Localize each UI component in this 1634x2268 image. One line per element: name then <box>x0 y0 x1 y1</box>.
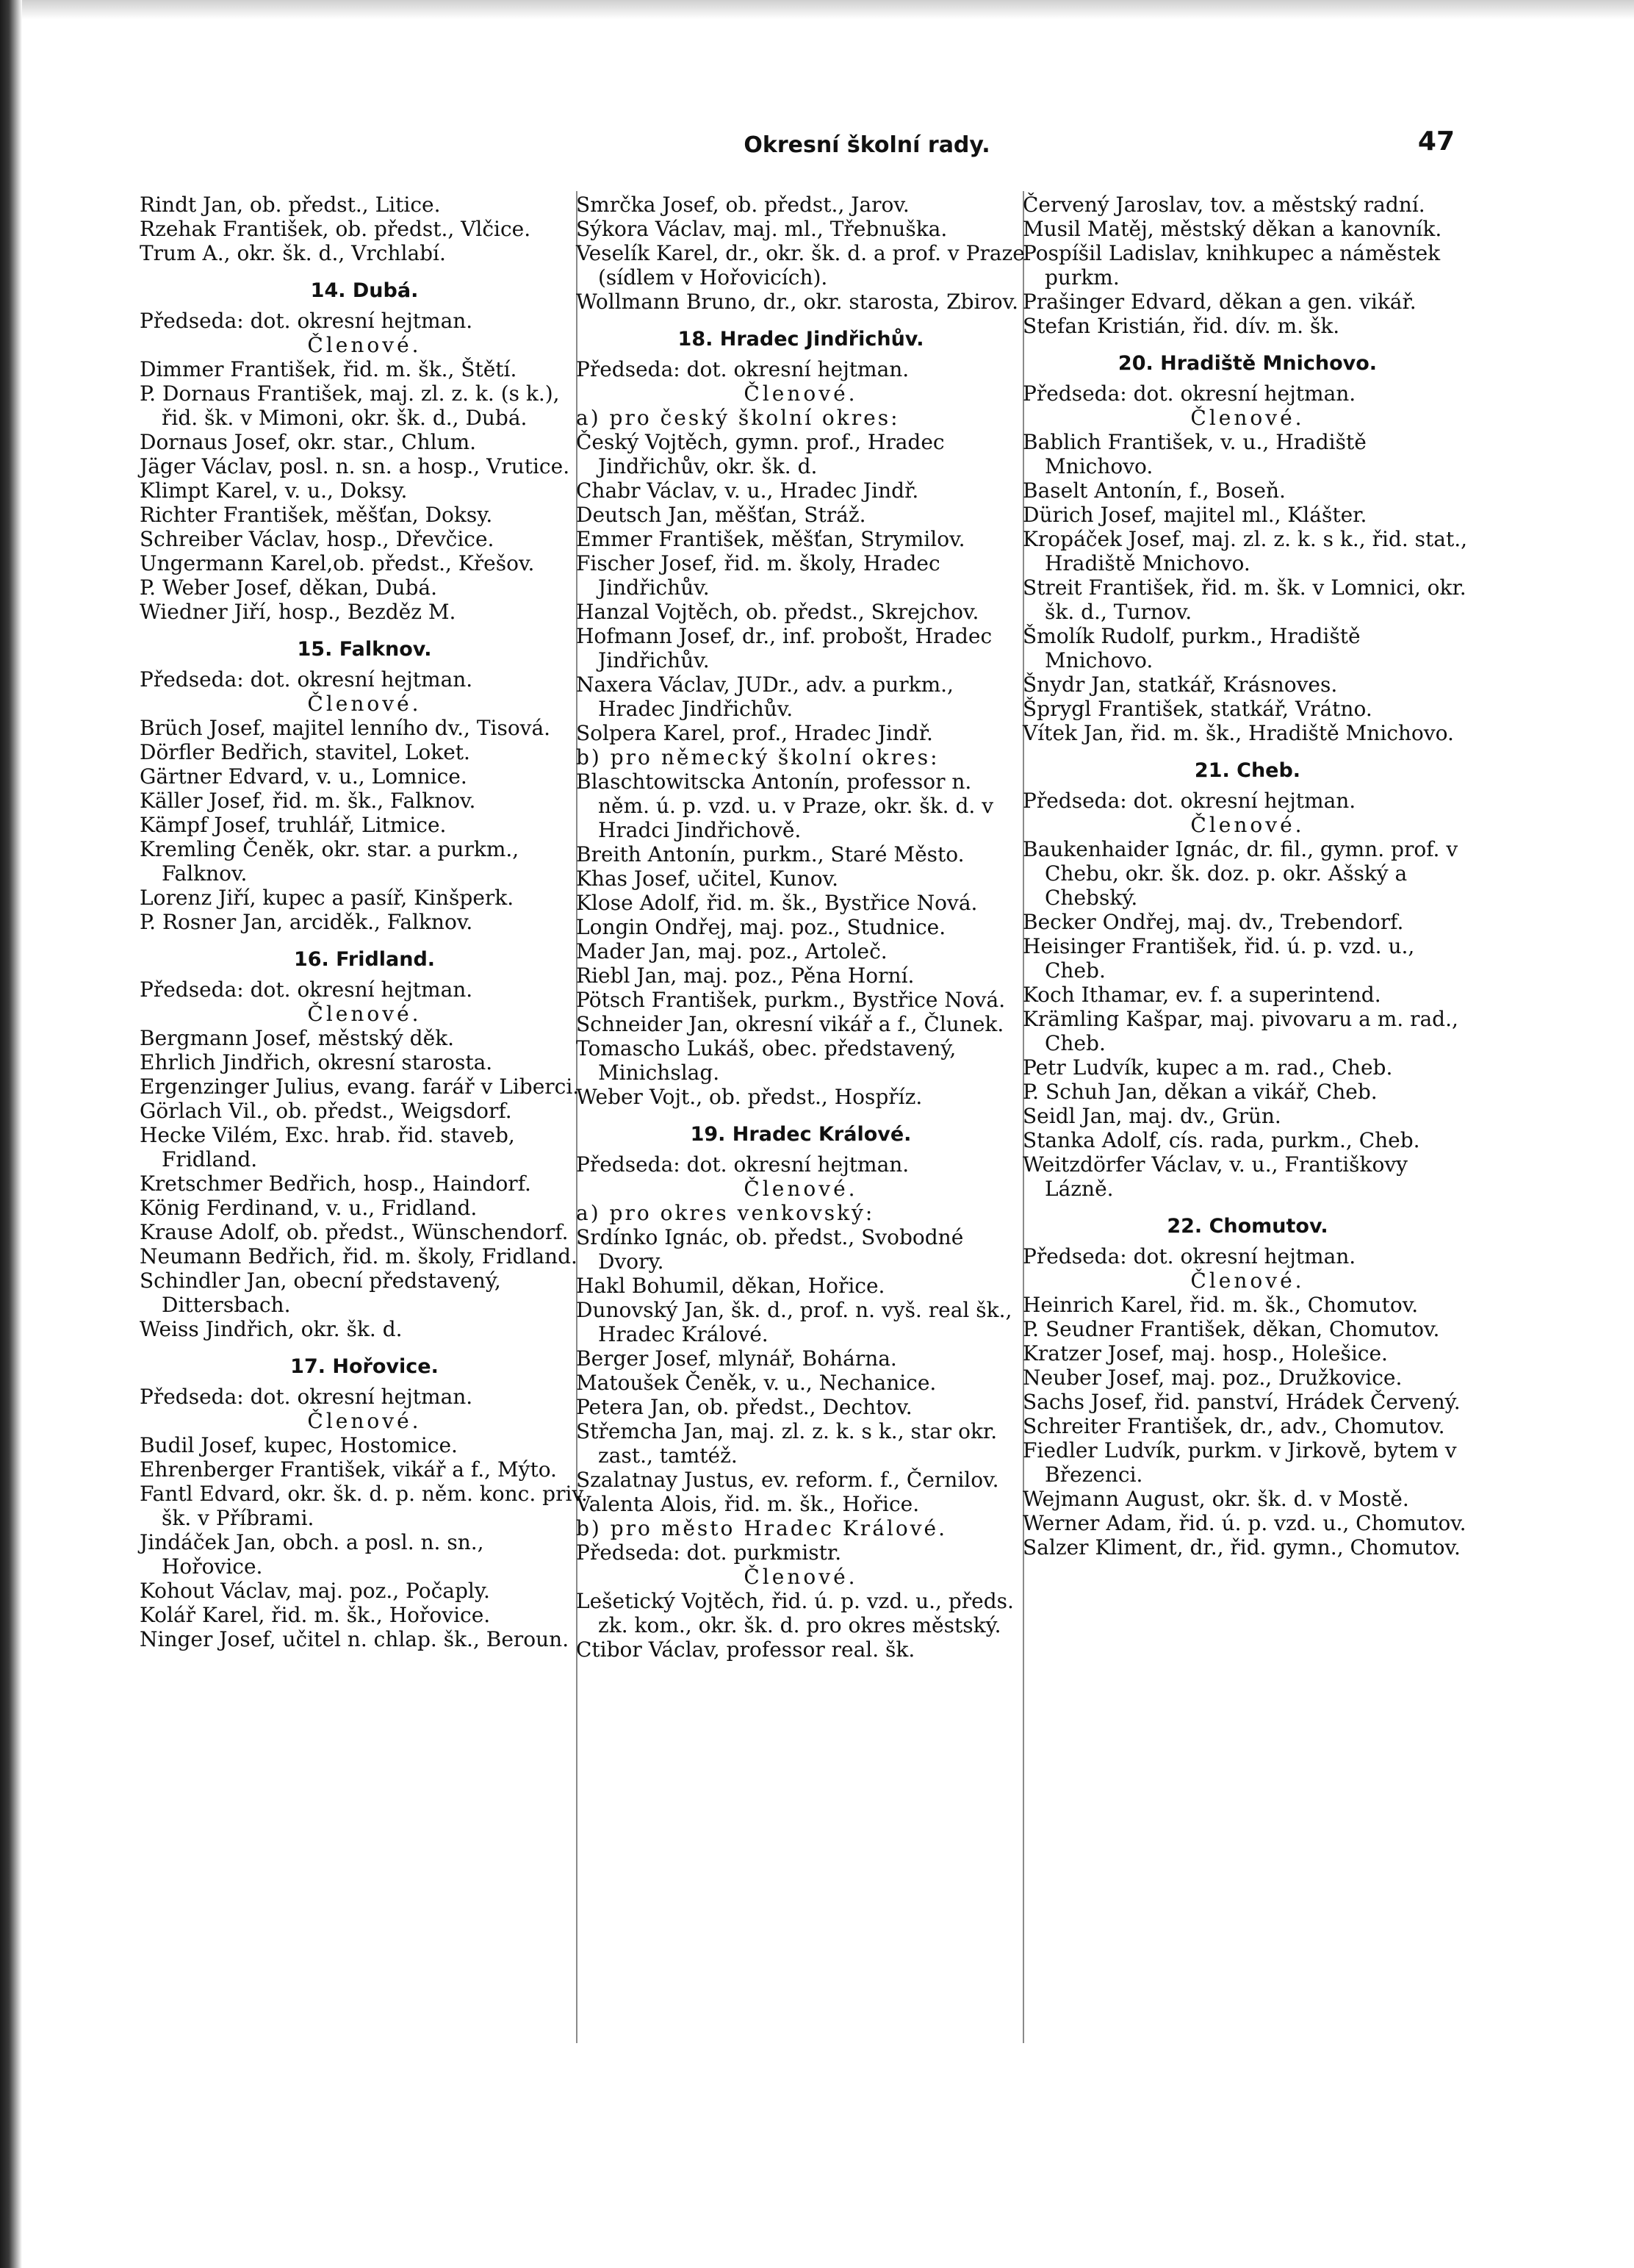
member-entry: Naxera Václav, JUDr., adv. a purkm., Hradec Jindřichův. <box>576 672 954 721</box>
member-entry: Richter František, měšťan, Doksy. <box>140 503 493 527</box>
member-entry: Hanzal Vojtěch, ob. předst., Skrejchov. <box>576 600 979 624</box>
member-entry: Ctibor Václav, professor real. šk. <box>576 1637 915 1662</box>
member-entry: Werner Adam, řid. ú. p. vzd. u., Chomutov. <box>1023 1511 1466 1535</box>
chairman-line: Předseda: dot. okresní hejtman. <box>1023 381 1356 406</box>
member-entry: Budil Josef, kupec, Hostomice. <box>140 1433 458 1457</box>
member-entry: Seidl Jan, maj. dv., Grün. <box>1023 1104 1281 1128</box>
member-entry: Riebl Jan, maj. poz., Pěna Horní. <box>576 963 915 988</box>
member-entry: Ninger Josef, učitel n. chlap. šk., Beroun. <box>140 1627 569 1651</box>
member-entry: Kolář Karel, řid. m. šk., Hořovice. <box>140 1603 491 1627</box>
subsection-label: a) pro okres venkovský: <box>576 1201 875 1225</box>
member-entry: Ehrlich Jindřich, okresní starosta. <box>140 1050 493 1074</box>
text-column-2 <box>576 193 1026 1662</box>
member-entry: Wollmann Bruno, dr., okr. starosta, Zbirov. <box>576 290 1019 314</box>
chairman-line: Předseda: dot. okresní hejtman. <box>1023 789 1356 813</box>
member-entry: Dörfler Bedřich, stavitel, Loket. <box>140 740 470 764</box>
member-entry: Tomascho Lukáš, obec. představený, Minichslag. <box>576 1036 957 1085</box>
member-entry: Schreiber Václav, hosp., Dřevčice. <box>140 527 494 551</box>
member-entry: Petera Jan, ob. předst., Dechtov. <box>576 1395 913 1419</box>
member-entry: Weitzdörfer Václav, v. u., Františkovy Lázně. <box>1023 1152 1408 1201</box>
member-entry: Baukenhaider Ignác, dr. fil., gymn. prof. v Chebu, okr. šk. doz. p. okr. Ašský a Chebský. <box>1023 837 1458 910</box>
member-entry: Schindler Jan, obecní představený, Dittersbach. <box>140 1268 501 1317</box>
member-entry: Heinrich Karel, řid. m. šk., Chomutov. <box>1023 1293 1419 1317</box>
member-entry: Ehrenberger František, vikář a f., Mýto. <box>140 1457 557 1482</box>
member-entry: Bergmann Josef, městský děk. <box>140 1026 455 1050</box>
members-label: Členové. <box>1190 1268 1305 1293</box>
member-entry: Kohout Václav, maj. poz., Počaply. <box>140 1579 490 1603</box>
member-entry: Kämpf Josef, truhlář, Litmice. <box>140 813 447 837</box>
member-entry: Streit František, řid. m. šk. v Lomnici, okr. šk. d., Turnov. <box>1023 575 1466 624</box>
member-entry: Kremling Čeněk, okr. star. a purkm., Falknov. <box>140 837 519 886</box>
member-entry: Krämling Kašpar, maj. pivovaru a m. rad., Cheb. <box>1023 1007 1458 1055</box>
member-entry: Český Vojtěch, gymn. prof., Hradec Jindřichův, okr. šk. d. <box>576 430 945 478</box>
member-entry: Blaschtowitscka Antonín, professor n. něm. ú. p. vzd. u. v Praze, okr. šk. d. v Hradci Jindřichově. <box>576 769 994 842</box>
member-entry: Longin Ondřej, maj. poz., Studnice. <box>576 915 946 939</box>
member-entry: Chabr Václav, v. u., Hradec Jindř. <box>576 478 919 503</box>
member-entry: P. Dornaus František, maj. zl. z. k. (s k.), řid. šk. v Mimoni, okr. šk. d., Dubá. <box>140 381 560 430</box>
member-entry: Fischer Josef, řid. m. školy, Hradec Jindřichův. <box>576 551 940 600</box>
member-entry: Smrčka Josef, ob. předst., Jarov. <box>576 193 910 217</box>
member-entry: Neuber Josef, maj. poz., Družkovice. <box>1023 1366 1403 1390</box>
member-entry: Srdínko Ignác, ob. předst., Svobodné Dvory. <box>576 1225 964 1274</box>
member-entry: Görlach Vil., ob. předst., Weigsdorf. <box>140 1099 512 1123</box>
member-entry: Fantl Edvard, okr. šk. d. p. něm. konc. priv. šk. v Příbrami. <box>140 1482 588 1530</box>
member-entry: Lorenz Jiří, kupec a pasíř, Kinšperk. <box>140 886 514 910</box>
member-entry: Klose Adolf, řid. m. šk., Bystřice Nová. <box>576 891 978 915</box>
members-label: Členové. <box>307 1409 422 1433</box>
page-binding-edge <box>0 0 22 2268</box>
member-entry: Dimmer František, řid. m. šk., Štětí. <box>140 357 517 381</box>
member-entry: Solpera Karel, prof., Hradec Jindř. <box>576 721 933 745</box>
members-label: Členové. <box>307 333 422 357</box>
text-column-1 <box>140 193 589 1651</box>
member-entry: Emmer František, měšťan, Strymilov. <box>576 527 965 551</box>
district-heading: 16. Fridland. <box>293 948 436 971</box>
member-entry: Červený Jaroslav, tov. a městský radní. <box>1023 193 1425 217</box>
member-entry: P. Schuh Jan, děkan a vikář, Cheb. <box>1023 1080 1378 1104</box>
district-heading: 18. Hradec Jindřichův. <box>677 328 924 351</box>
member-entry: Krause Adolf, ob. předst., Wünschendorf. <box>140 1220 569 1244</box>
member-entry: Stanka Adolf, cís. rada, purkm., Cheb. <box>1023 1128 1420 1152</box>
member-entry: Sachs Josef, řid. panství, Hrádek Červený. <box>1023 1390 1461 1414</box>
member-entry: Musil Matěj, městský děkan a kanovník. <box>1023 217 1442 241</box>
members-label: Členové. <box>744 1565 858 1589</box>
member-entry: Weiss Jindřich, okr. šk. d. <box>140 1317 403 1341</box>
members-label: Členové. <box>1190 813 1305 837</box>
member-entry: Rzehak František, ob. předst., Vlčice. <box>140 217 531 241</box>
member-entry: Šmolík Rudolf, purkm., Hradiště Mnichovo. <box>1023 624 1361 672</box>
members-label: Členové. <box>744 1177 858 1201</box>
member-entry: Šprygl František, statkář, Vrátno. <box>1023 697 1372 721</box>
member-entry: Koch Ithamar, ev. f. a superintend. <box>1023 983 1381 1007</box>
member-entry: Veselík Karel, dr., okr. šk. d. a prof. v Praze (sídlem v Hořovicích). <box>576 241 1025 290</box>
district-heading: 14. Dubá. <box>310 279 419 302</box>
member-entry: Becker Ondřej, maj. dv., Trebendorf. <box>1023 910 1404 934</box>
member-entry: Dunovský Jan, šk. d., prof. n. vyš. real šk., Hradec Králové. <box>576 1298 1012 1346</box>
chairman-line: Předseda: dot. okresní hejtman. <box>140 977 473 1002</box>
chairman-line: Předseda: dot. okresní hejtman. <box>1023 1244 1356 1268</box>
member-entry: P. Seudner František, děkan, Chomutov. <box>1023 1317 1440 1341</box>
member-entry: Fiedler Ludvík, purkm. v Jirkově, bytem v Březenci. <box>1023 1438 1457 1487</box>
member-entry: Salzer Kliment, dr., řid. gymn., Chomutov. <box>1023 1535 1461 1560</box>
member-entry: Sýkora Václav, maj. ml., Třebnuška. <box>576 217 948 241</box>
member-entry: Khas Josef, učitel, Kunov. <box>576 866 838 891</box>
member-entry: Ergenzinger Julius, evang. farář v Liberci. <box>140 1074 580 1099</box>
member-entry: Matoušek Čeněk, v. u., Nechanice. <box>576 1371 937 1395</box>
subsection-label: a) pro český školní okres: <box>576 406 900 430</box>
member-entry: Klimpt Karel, v. u., Doksy. <box>140 478 408 503</box>
chairman-line: Předseda: dot. okresní hejtman. <box>140 309 473 333</box>
member-entry: Hakl Bohumil, děkan, Hořice. <box>576 1274 885 1298</box>
member-entry: Ungermann Karel,ob. předst., Křešov. <box>140 551 535 575</box>
member-entry: Trum A., okr. šk. d., Vrchlabí. <box>140 241 446 265</box>
district-heading: 17. Hořovice. <box>290 1355 439 1378</box>
subsection-label: b) pro německý školní okres: <box>576 745 940 769</box>
member-entry: Szalatnay Justus, ev. reform. f., Černilov. <box>576 1468 999 1492</box>
members-label: Členové. <box>1190 406 1305 430</box>
member-entry: Dürich Josef, majitel ml., Klášter. <box>1023 503 1367 527</box>
members-label: Členové. <box>744 381 858 406</box>
member-entry: Baselt Antonín, f., Boseň. <box>1023 478 1286 503</box>
member-entry: Kratzer Josef, maj. hosp., Holešice. <box>1023 1341 1388 1366</box>
members-label: Členové. <box>307 692 422 716</box>
member-entry: Jäger Václav, posl. n. sn. a hosp., Vrutice. <box>140 454 570 478</box>
member-entry: Rindt Jan, ob. předst., Litice. <box>140 193 441 217</box>
district-heading: 21. Cheb. <box>1194 759 1301 782</box>
chairman-line: Předseda: dot. okresní hejtman. <box>576 357 910 381</box>
member-entry: König Ferdinand, v. u., Fridland. <box>140 1196 478 1220</box>
member-entry: Wiedner Jiří, hosp., Bezděz M. <box>140 600 456 624</box>
member-entry: Pospíšil Ladislav, knihkupec a náměstek purkm. <box>1023 241 1441 290</box>
member-entry: Stefan Kristián, řid. dív. m. šk. <box>1023 314 1340 338</box>
subsection-label: b) pro město Hradec Králové. <box>576 1516 947 1540</box>
district-heading: 22. Chomutov. <box>1167 1215 1328 1238</box>
district-heading: 20. Hradiště Mnichovo. <box>1117 352 1378 375</box>
member-entry: Bablich František, v. u., Hradiště Mnichovo. <box>1023 430 1367 478</box>
member-entry: Berger Josef, mlynář, Bohárna. <box>576 1346 897 1371</box>
member-entry: Mader Jan, maj. poz., Artoleč. <box>576 939 888 963</box>
chairman-line: Předseda: dot. okresní hejtman. <box>140 667 473 692</box>
member-entry: Valenta Alois, řid. m. šk., Hořice. <box>576 1492 920 1516</box>
chairman-line: Předseda: dot. okresní hejtman. <box>576 1152 910 1177</box>
member-entry: Gärtner Edvard, v. u., Lomnice. <box>140 764 467 789</box>
member-entry: Petr Ludvík, kupec a m. rad., Cheb. <box>1023 1055 1393 1080</box>
members-label: Členové. <box>307 1002 422 1026</box>
member-entry: Weber Vojt., ob. předst., Hospříz. <box>576 1085 923 1109</box>
member-entry: Jindáček Jan, obch. a posl. n. sn., Hořovice. <box>140 1530 484 1579</box>
member-entry: Lešetický Vojtěch, řid. ú. p. vzd. u., předs. zk. kom., okr. šk. d. pro okres městský. <box>576 1589 1014 1637</box>
member-entry: Brüch Josef, majitel lenního dv., Tisová. <box>140 716 551 740</box>
member-entry: Breith Antonín, purkm., Staré Město. <box>576 842 965 866</box>
district-heading: 15. Falknov. <box>297 638 432 661</box>
member-entry: P. Rosner Jan, arciděk., Falknov. <box>140 910 473 934</box>
running-title: Okresní školní rady. <box>744 132 990 158</box>
member-entry: Kropáček Josef, maj. zl. z. k. s k., řid. stat., Hradiště Mnichovo. <box>1023 527 1468 575</box>
member-entry: Střemcha Jan, maj. zl. z. k. s k., star okr. zast., tamtéž. <box>576 1419 998 1468</box>
text-column-3 <box>1023 193 1472 1560</box>
member-entry: Vítek Jan, řid. m. šk., Hradiště Mnichovo. <box>1023 721 1454 745</box>
member-entry: P. Weber Josef, děkan, Dubá. <box>140 575 437 600</box>
member-entry: Wejmann August, okr. šk. d. v Mostě. <box>1023 1487 1409 1511</box>
member-entry: Neumann Bedřich, řid. m. školy, Fridland. <box>140 1244 577 1268</box>
member-entry: Prašinger Edvard, děkan a gen. vikář. <box>1023 290 1417 314</box>
member-entry: Dornaus Josef, okr. star., Chlum. <box>140 430 477 454</box>
member-entry: Deutsch Jan, měšťan, Stráž. <box>576 503 866 527</box>
member-entry: Hofmann Josef, dr., inf. probošt, Hradec Jindřichův. <box>576 624 993 672</box>
member-entry: Kretschmer Bedřich, hosp., Haindorf. <box>140 1171 531 1196</box>
district-heading: 19. Hradec Králové. <box>690 1123 912 1146</box>
chairman-line: Předseda: dot. okresní hejtman. <box>140 1385 473 1409</box>
member-entry: Schreiter František, dr., adv., Chomutov. <box>1023 1414 1445 1438</box>
page-header <box>0 0 1634 191</box>
member-entry: Schneider Jan, okresní vikář a f., Člunek. <box>576 1012 1004 1036</box>
page-number: 47 <box>1417 126 1455 157</box>
member-entry: Heisinger František, řid. ú. p. vzd. u., Cheb. <box>1023 934 1415 983</box>
member-entry: Pötsch František, purkm., Bystřice Nová. <box>576 988 1006 1012</box>
member-entry: Šnydr Jan, statkář, Krásnoves. <box>1023 672 1338 697</box>
member-entry: Hecke Vilém, Exc. hrab. řid. staveb, Fridland. <box>140 1123 515 1171</box>
member-entry: Käller Josef, řid. m. šk., Falknov. <box>140 789 476 813</box>
chairman-line: Předseda: dot. purkmistr. <box>576 1540 842 1565</box>
